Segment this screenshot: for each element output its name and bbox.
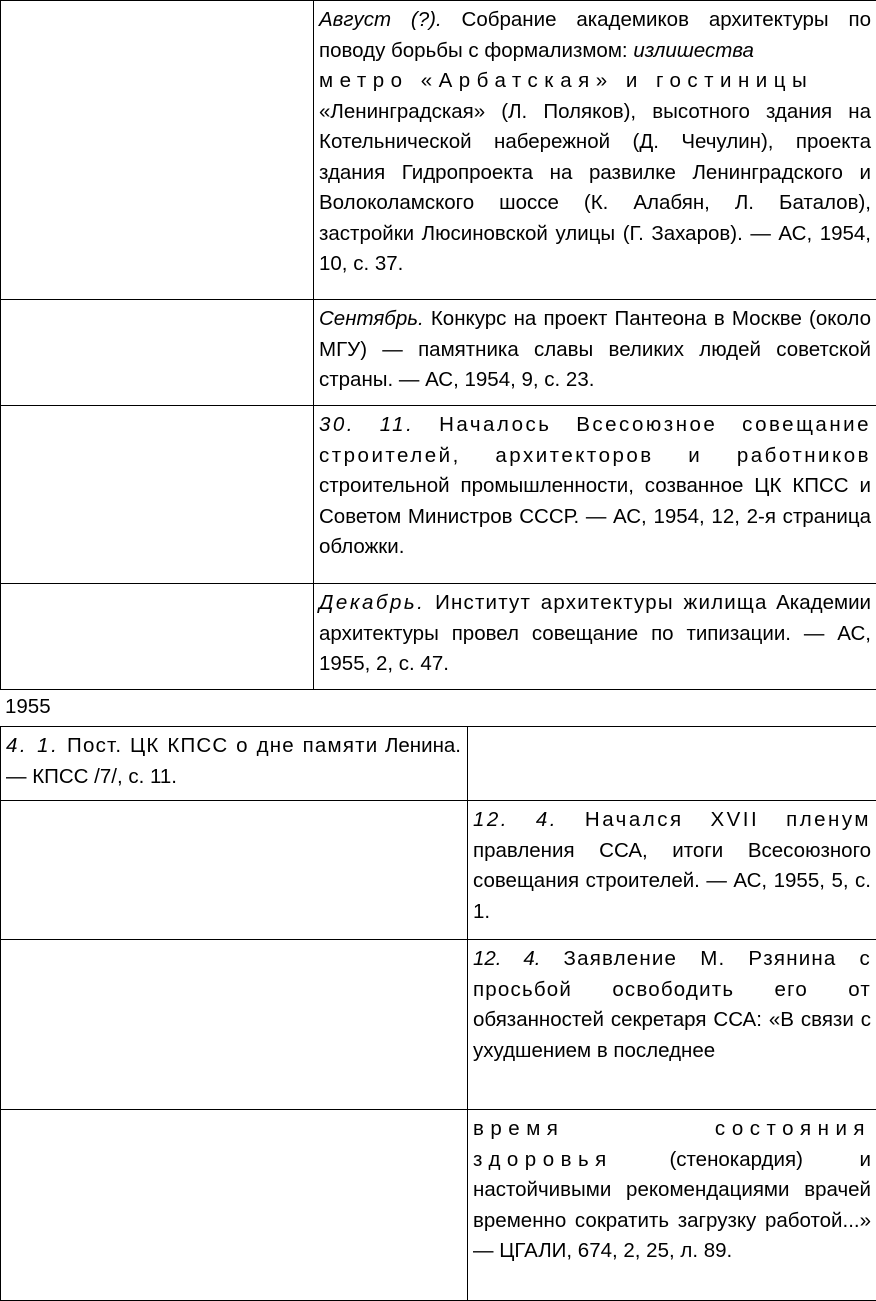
entry-text: Ленина. — КПСС /7/, с. 11. — [6, 734, 461, 788]
entry-text: Институт архитектуры жилища — [425, 591, 767, 614]
entry-text: Началось Всесоюзное совещание строителей, архитекторов и работников — [319, 413, 871, 467]
entry-date: 4. 1. — [6, 734, 59, 757]
entry-date: Сентябрь. — [319, 307, 424, 330]
entry-date: Август (?). — [319, 8, 442, 31]
entry-cell — [468, 1110, 876, 1301]
entry-cell — [1, 727, 468, 801]
table-row — [1, 406, 876, 584]
entry-text: время состояния здоровья — [473, 1117, 871, 1171]
empty-cell — [468, 727, 876, 801]
empty-cell — [1, 801, 468, 940]
entry-text: Начался XVII пленум — [558, 808, 871, 831]
entry-cell — [468, 940, 876, 1110]
table-row — [1, 727, 876, 801]
entry-date: Декабрь. — [319, 591, 425, 614]
entry-text: (стенокардия) и настойчивыми рекомендациями врачей временно сократить загрузку работой...» — ЦГАЛИ, 674, 2, 25, л. 89. — [473, 1148, 871, 1263]
table-row — [1, 300, 876, 406]
entry-text: метро «Арбатская» и гостиницы — [319, 69, 813, 92]
entry-text: строительной промышленности, созванное ЦК КПСС и Советом Министров СССР. — АС, 1954, 12, 2-я страница обложки. — [319, 474, 871, 558]
entry-text: «Ленинградская» (Л. Поляков), высотного здания на Котельнической набережной (Д. Чечулин), проекта здания Гидропроекта на развилке Ленинградского и Волоколамского шоссе (К. Алабян, Л. Баталов), застройки Люсиновской улицы (Г. Захаров). — АС, 1954, 10, с. 37. — [319, 100, 871, 276]
entry-text: Заявление М. Рзянина с просьбой освободить его от — [473, 947, 871, 1001]
table-row — [1, 1110, 876, 1301]
year-heading: 1955 — [5, 693, 51, 721]
table-row — [1, 940, 876, 1110]
entry-text: Академии архитектуры провел совещание по типизации. — АС, 1955, 2, с. 47. — [319, 591, 871, 675]
entry-cell — [314, 1, 876, 300]
entry-text: обязанностей секретаря ССА: «В связи с ухудшением в последнее — [473, 1008, 871, 1062]
entry-cell — [314, 300, 876, 406]
chronicle-table-1955 — [0, 726, 876, 1301]
empty-cell — [1, 1, 314, 300]
table-row — [1, 801, 876, 940]
empty-cell — [1, 940, 468, 1110]
table-row — [1, 1, 876, 300]
entry-date: 12. 4. — [473, 947, 540, 970]
table-row — [1, 584, 876, 690]
empty-cell — [1, 300, 314, 406]
entry-cell — [314, 406, 876, 584]
entry-text: Конкурс на проект Пантеона в Москве (около МГУ) — памятника славы великих людей советской страны. — АС, 1954, 9, с. 23. — [319, 307, 871, 391]
entry-cell — [314, 584, 876, 690]
empty-cell — [1, 584, 314, 690]
entry-text: правления ССА, итоги Всесоюзного совещания строителей. — АС, 1955, 5, с. 1. — [473, 839, 871, 923]
empty-cell — [1, 1110, 468, 1301]
entry-date: 30. 11. — [319, 413, 414, 436]
entry-emphasis: излишества — [633, 39, 754, 62]
entry-cell — [468, 801, 876, 940]
entry-text: Пост. ЦК КПСС о дне памяти — [59, 734, 378, 757]
entry-text: Собрание академиков архитектуры по поводу борьбы с формализмом: — [319, 8, 871, 62]
empty-cell — [1, 406, 314, 584]
entry-date: 12. 4. — [473, 808, 558, 831]
